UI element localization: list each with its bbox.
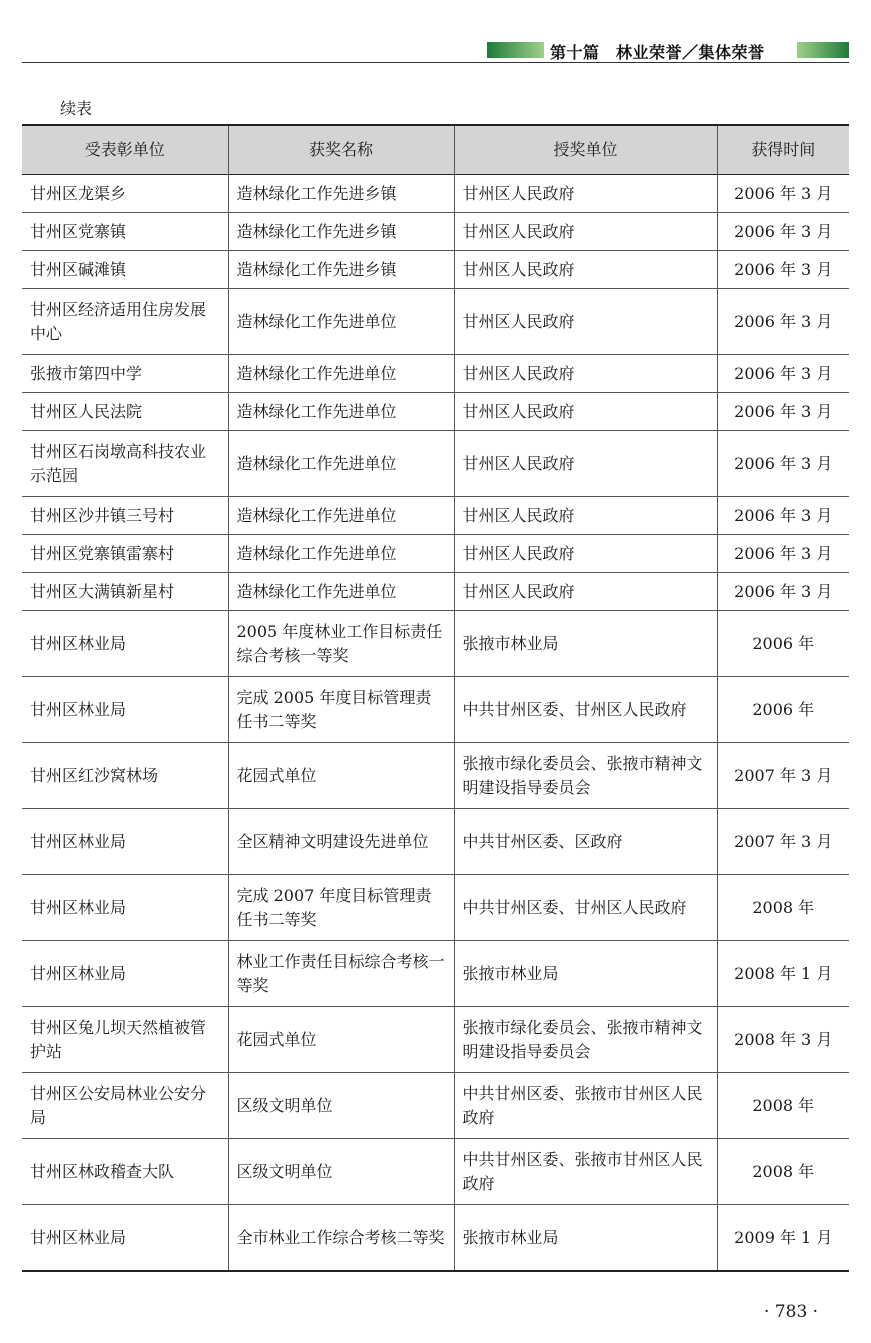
- table-row: [22, 1139, 849, 1205]
- cell-date: 2006 年 3 月: [717, 573, 849, 611]
- cell-unit: 张掖市第四中学: [22, 355, 228, 393]
- cell-date: 2006 年: [717, 611, 849, 677]
- cell-issuer: 中共甘州区委、张掖市甘州区人民政府: [454, 1139, 717, 1205]
- table-row: [22, 611, 849, 677]
- cell-award: 造林绿化工作先进单位: [228, 431, 454, 497]
- table-row: [22, 875, 849, 941]
- cell-award: 区级文明单位: [228, 1073, 454, 1139]
- cell-unit: 甘州区石岗墩高科技农业示范园: [22, 431, 228, 497]
- column-header-unit: 受表彰单位: [22, 125, 228, 175]
- cell-award: 造林绿化工作先进单位: [228, 393, 454, 431]
- table-row: [22, 289, 849, 355]
- cell-unit: 甘州区林业局: [22, 677, 228, 743]
- cell-date: 2006 年 3 月: [717, 355, 849, 393]
- cell-issuer: 中共甘州区委、甘州区人民政府: [454, 875, 717, 941]
- cell-issuer: 甘州区人民政府: [454, 573, 717, 611]
- cell-award: 造林绿化工作先进乡镇: [228, 213, 454, 251]
- cell-issuer: 甘州区人民政府: [454, 175, 717, 213]
- cell-unit: 甘州区碱滩镇: [22, 251, 228, 289]
- running-header: [22, 40, 849, 62]
- table-row: [22, 1073, 849, 1139]
- table-header-row: [22, 125, 849, 175]
- cell-issuer: 张掖市林业局: [454, 1205, 717, 1272]
- cell-award: 全市林业工作综合考核二等奖: [228, 1205, 454, 1272]
- cell-unit: 甘州区党寨镇: [22, 213, 228, 251]
- cell-issuer: 中共甘州区委、张掖市甘州区人民政府: [454, 1073, 717, 1139]
- cell-unit: 甘州区大满镇新星村: [22, 573, 228, 611]
- cell-issuer: 甘州区人民政府: [454, 355, 717, 393]
- cell-award: 造林绿化工作先进乡镇: [228, 175, 454, 213]
- cell-issuer: 甘州区人民政府: [454, 497, 717, 535]
- page-number: · 783 ·: [764, 1302, 819, 1322]
- column-header-award: 获奖名称: [228, 125, 454, 175]
- cell-unit: 甘州区红沙窝林场: [22, 743, 228, 809]
- cell-date: 2006 年: [717, 677, 849, 743]
- cell-issuer: 中共甘州区委、区政府: [454, 809, 717, 875]
- cell-unit: 甘州区林业局: [22, 611, 228, 677]
- running-header-title: 第十篇 林业荣誉／集体荣誉: [550, 43, 765, 62]
- cell-date: 2009 年 1 月: [717, 1205, 849, 1272]
- cell-issuer: 甘州区人民政府: [454, 535, 717, 573]
- cell-unit: 甘州区林政稽查大队: [22, 1139, 228, 1205]
- table-row: [22, 355, 849, 393]
- cell-date: 2006 年 3 月: [717, 213, 849, 251]
- cell-date: 2006 年 3 月: [717, 251, 849, 289]
- header-rule: [22, 62, 849, 63]
- cell-unit: 甘州区林业局: [22, 875, 228, 941]
- cell-unit: 甘州区林业局: [22, 1205, 228, 1272]
- cell-unit: 甘州区沙井镇三号村: [22, 497, 228, 535]
- column-header-issuer: 授奖单位: [454, 125, 717, 175]
- cell-date: 2006 年 3 月: [717, 431, 849, 497]
- table-row: [22, 573, 849, 611]
- cell-award: 造林绿化工作先进乡镇: [228, 251, 454, 289]
- table-row: [22, 743, 849, 809]
- table-row: [22, 213, 849, 251]
- cell-date: 2008 年: [717, 1073, 849, 1139]
- cell-unit: 甘州区林业局: [22, 809, 228, 875]
- table-caption: 续表: [60, 99, 93, 118]
- cell-award: 造林绿化工作先进单位: [228, 497, 454, 535]
- cell-unit: 甘州区经济适用住房发展中心: [22, 289, 228, 355]
- cell-date: 2006 年 3 月: [717, 175, 849, 213]
- cell-issuer: 张掖市绿化委员会、张掖市精神文明建设指导委员会: [454, 1007, 717, 1073]
- cell-issuer: 中共甘州区委、甘州区人民政府: [454, 677, 717, 743]
- cell-date: 2008 年: [717, 875, 849, 941]
- table-row: [22, 431, 849, 497]
- header-green-bar-left: [487, 42, 544, 58]
- table-row: [22, 497, 849, 535]
- cell-unit: 甘州区兔儿坝天然植被管护站: [22, 1007, 228, 1073]
- cell-issuer: 张掖市林业局: [454, 941, 717, 1007]
- cell-unit: 甘州区人民法院: [22, 393, 228, 431]
- cell-date: 2008 年 1 月: [717, 941, 849, 1007]
- cell-award: 完成 2007 年度目标管理责任书二等奖: [228, 875, 454, 941]
- cell-award: 全区精神文明建设先进单位: [228, 809, 454, 875]
- table-row: [22, 941, 849, 1007]
- column-header-date: 获得时间: [717, 125, 849, 175]
- cell-unit: 甘州区公安局林业公安分局: [22, 1073, 228, 1139]
- cell-award: 造林绿化工作先进单位: [228, 535, 454, 573]
- cell-issuer: 张掖市林业局: [454, 611, 717, 677]
- cell-issuer: 甘州区人民政府: [454, 431, 717, 497]
- table-row: [22, 809, 849, 875]
- cell-date: 2007 年 3 月: [717, 809, 849, 875]
- awards-table: [22, 124, 849, 1272]
- cell-date: 2008 年 3 月: [717, 1007, 849, 1073]
- cell-award: 2005 年度林业工作目标责任综合考核一等奖: [228, 611, 454, 677]
- cell-date: 2006 年 3 月: [717, 535, 849, 573]
- cell-award: 造林绿化工作先进单位: [228, 289, 454, 355]
- cell-award: 完成 2005 年度目标管理责任书二等奖: [228, 677, 454, 743]
- table-row: [22, 1205, 849, 1272]
- table-row: [22, 677, 849, 743]
- cell-award: 林业工作责任目标综合考核一等奖: [228, 941, 454, 1007]
- cell-award: 花园式单位: [228, 743, 454, 809]
- cell-issuer: 甘州区人民政府: [454, 251, 717, 289]
- cell-date: 2006 年 3 月: [717, 393, 849, 431]
- cell-issuer: 张掖市绿化委员会、张掖市精神文明建设指导委员会: [454, 743, 717, 809]
- cell-date: 2006 年 3 月: [717, 289, 849, 355]
- cell-award: 花园式单位: [228, 1007, 454, 1073]
- cell-unit: 甘州区党寨镇雷寨村: [22, 535, 228, 573]
- cell-award: 区级文明单位: [228, 1139, 454, 1205]
- table-row: [22, 535, 849, 573]
- table-row: [22, 175, 849, 213]
- cell-date: 2007 年 3 月: [717, 743, 849, 809]
- cell-unit: 甘州区林业局: [22, 941, 228, 1007]
- cell-award: 造林绿化工作先进单位: [228, 355, 454, 393]
- cell-issuer: 甘州区人民政府: [454, 289, 717, 355]
- table-row: [22, 393, 849, 431]
- cell-date: 2006 年 3 月: [717, 497, 849, 535]
- cell-unit: 甘州区龙渠乡: [22, 175, 228, 213]
- cell-date: 2008 年: [717, 1139, 849, 1205]
- cell-issuer: 甘州区人民政府: [454, 393, 717, 431]
- header-green-bar-right: [797, 42, 849, 58]
- cell-issuer: 甘州区人民政府: [454, 213, 717, 251]
- table-row: [22, 1007, 849, 1073]
- table-row: [22, 251, 849, 289]
- cell-award: 造林绿化工作先进单位: [228, 573, 454, 611]
